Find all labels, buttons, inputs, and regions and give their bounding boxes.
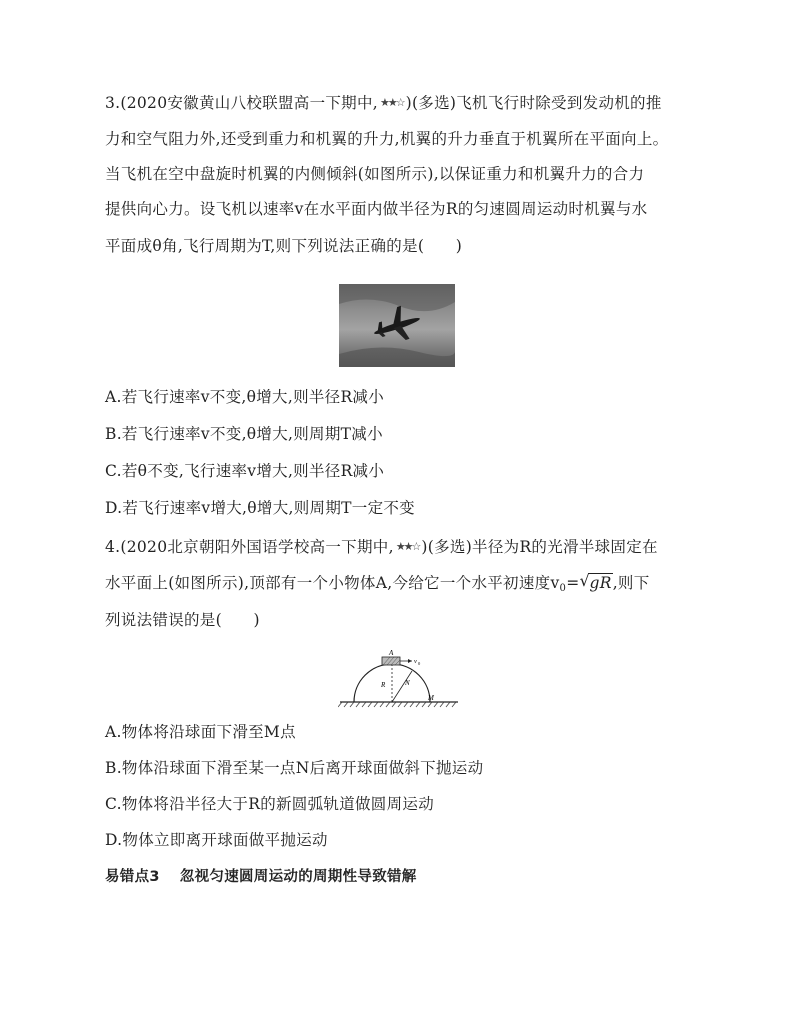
q4-source: 4.(2020北京朝阳外国语学校高一下期中, <box>105 538 394 556</box>
q4-option-c: C.物体将沿半径大于R的新圆弧轨道做圆周运动 <box>105 795 435 813</box>
label-m: M <box>428 694 434 702</box>
q4-option-d: D.物体立即离开球面做平抛运动 <box>105 831 328 849</box>
label-v0-sub: 0 <box>418 661 421 666</box>
sqrt-content: gR <box>589 574 612 592</box>
section-label: 易错点3 <box>105 869 160 885</box>
q3-stem-line-2: 力和空气阻力外,还受到重力和机翼的升力,机翼的升力垂直于机翼所在平面向上。 <box>105 130 669 148</box>
equals-sign: = <box>566 574 580 592</box>
q4-option-a: A.物体将沿球面下滑至M点 <box>105 723 296 741</box>
sqrt-icon: √ <box>579 571 590 590</box>
airplane-photo <box>339 284 455 367</box>
q3-stem-line-1 <box>105 92 662 114</box>
section-heading <box>105 866 417 888</box>
q3-source: 3.(2020安徽黄山八校联盟高一下期中, <box>105 94 379 112</box>
q3-stem-line-4: 提供向心力。设飞机以速率v在水平面内做半径为R的匀速圆周运动时机翼与水 <box>105 200 648 218</box>
q3-stem-text: )(多选)飞机飞行时除受到发动机的推 <box>405 94 662 112</box>
label-r: R <box>381 681 386 689</box>
v0-subscript: 0 <box>559 583 567 594</box>
q4-stem-text-3: ,则下 <box>612 574 650 592</box>
label-v0: v <box>414 658 417 665</box>
q4-stem-line-1 <box>105 536 658 558</box>
q3-option-d: D.若飞行速率v增大,θ增大,则周期T一定不变 <box>105 499 415 517</box>
difficulty-stars-icon: ★★☆ <box>380 96 404 109</box>
airplane-icon <box>339 284 455 367</box>
hemisphere-diagram <box>338 646 460 708</box>
q4-stem-line-3: 列说法错误的是( ) <box>105 611 260 629</box>
q4-stem-text-2: 水平面上(如图所示),顶部有一个小物体A,今给它一个水平初速度v <box>105 574 560 592</box>
q4-stem-line-2 <box>105 572 650 600</box>
label-n: N <box>405 679 410 687</box>
q3-stem-line-5: 平面成θ角,飞行周期为T,则下列说法正确的是( ) <box>105 237 463 255</box>
q3-option-c: C.若θ不变,飞行速率v增大,则半径R减小 <box>105 462 385 480</box>
q4-option-b: B.物体沿球面下滑至某一点N后离开球面做斜下抛运动 <box>105 759 484 777</box>
q3-option-b: B.若飞行速率v不变,θ增大,则周期T减小 <box>105 425 383 443</box>
sqrt-expression <box>579 572 612 594</box>
section-title: 忽视匀速圆周运动的周期性导致错解 <box>179 869 417 885</box>
difficulty-stars-icon: ★★☆ <box>395 540 420 553</box>
hemisphere-icon <box>338 646 460 708</box>
q4-stem-text: )(多选)半径为R的光滑半球固定在 <box>421 538 658 556</box>
q3-option-a: A.若飞行速率v不变,θ增大,则半径R减小 <box>105 388 385 406</box>
q3-stem-line-3: 当飞机在空中盘旋时机翼的内侧倾斜(如图所示),以保证重力和机翼升力的合力 <box>105 165 645 183</box>
label-a: A <box>389 649 394 657</box>
